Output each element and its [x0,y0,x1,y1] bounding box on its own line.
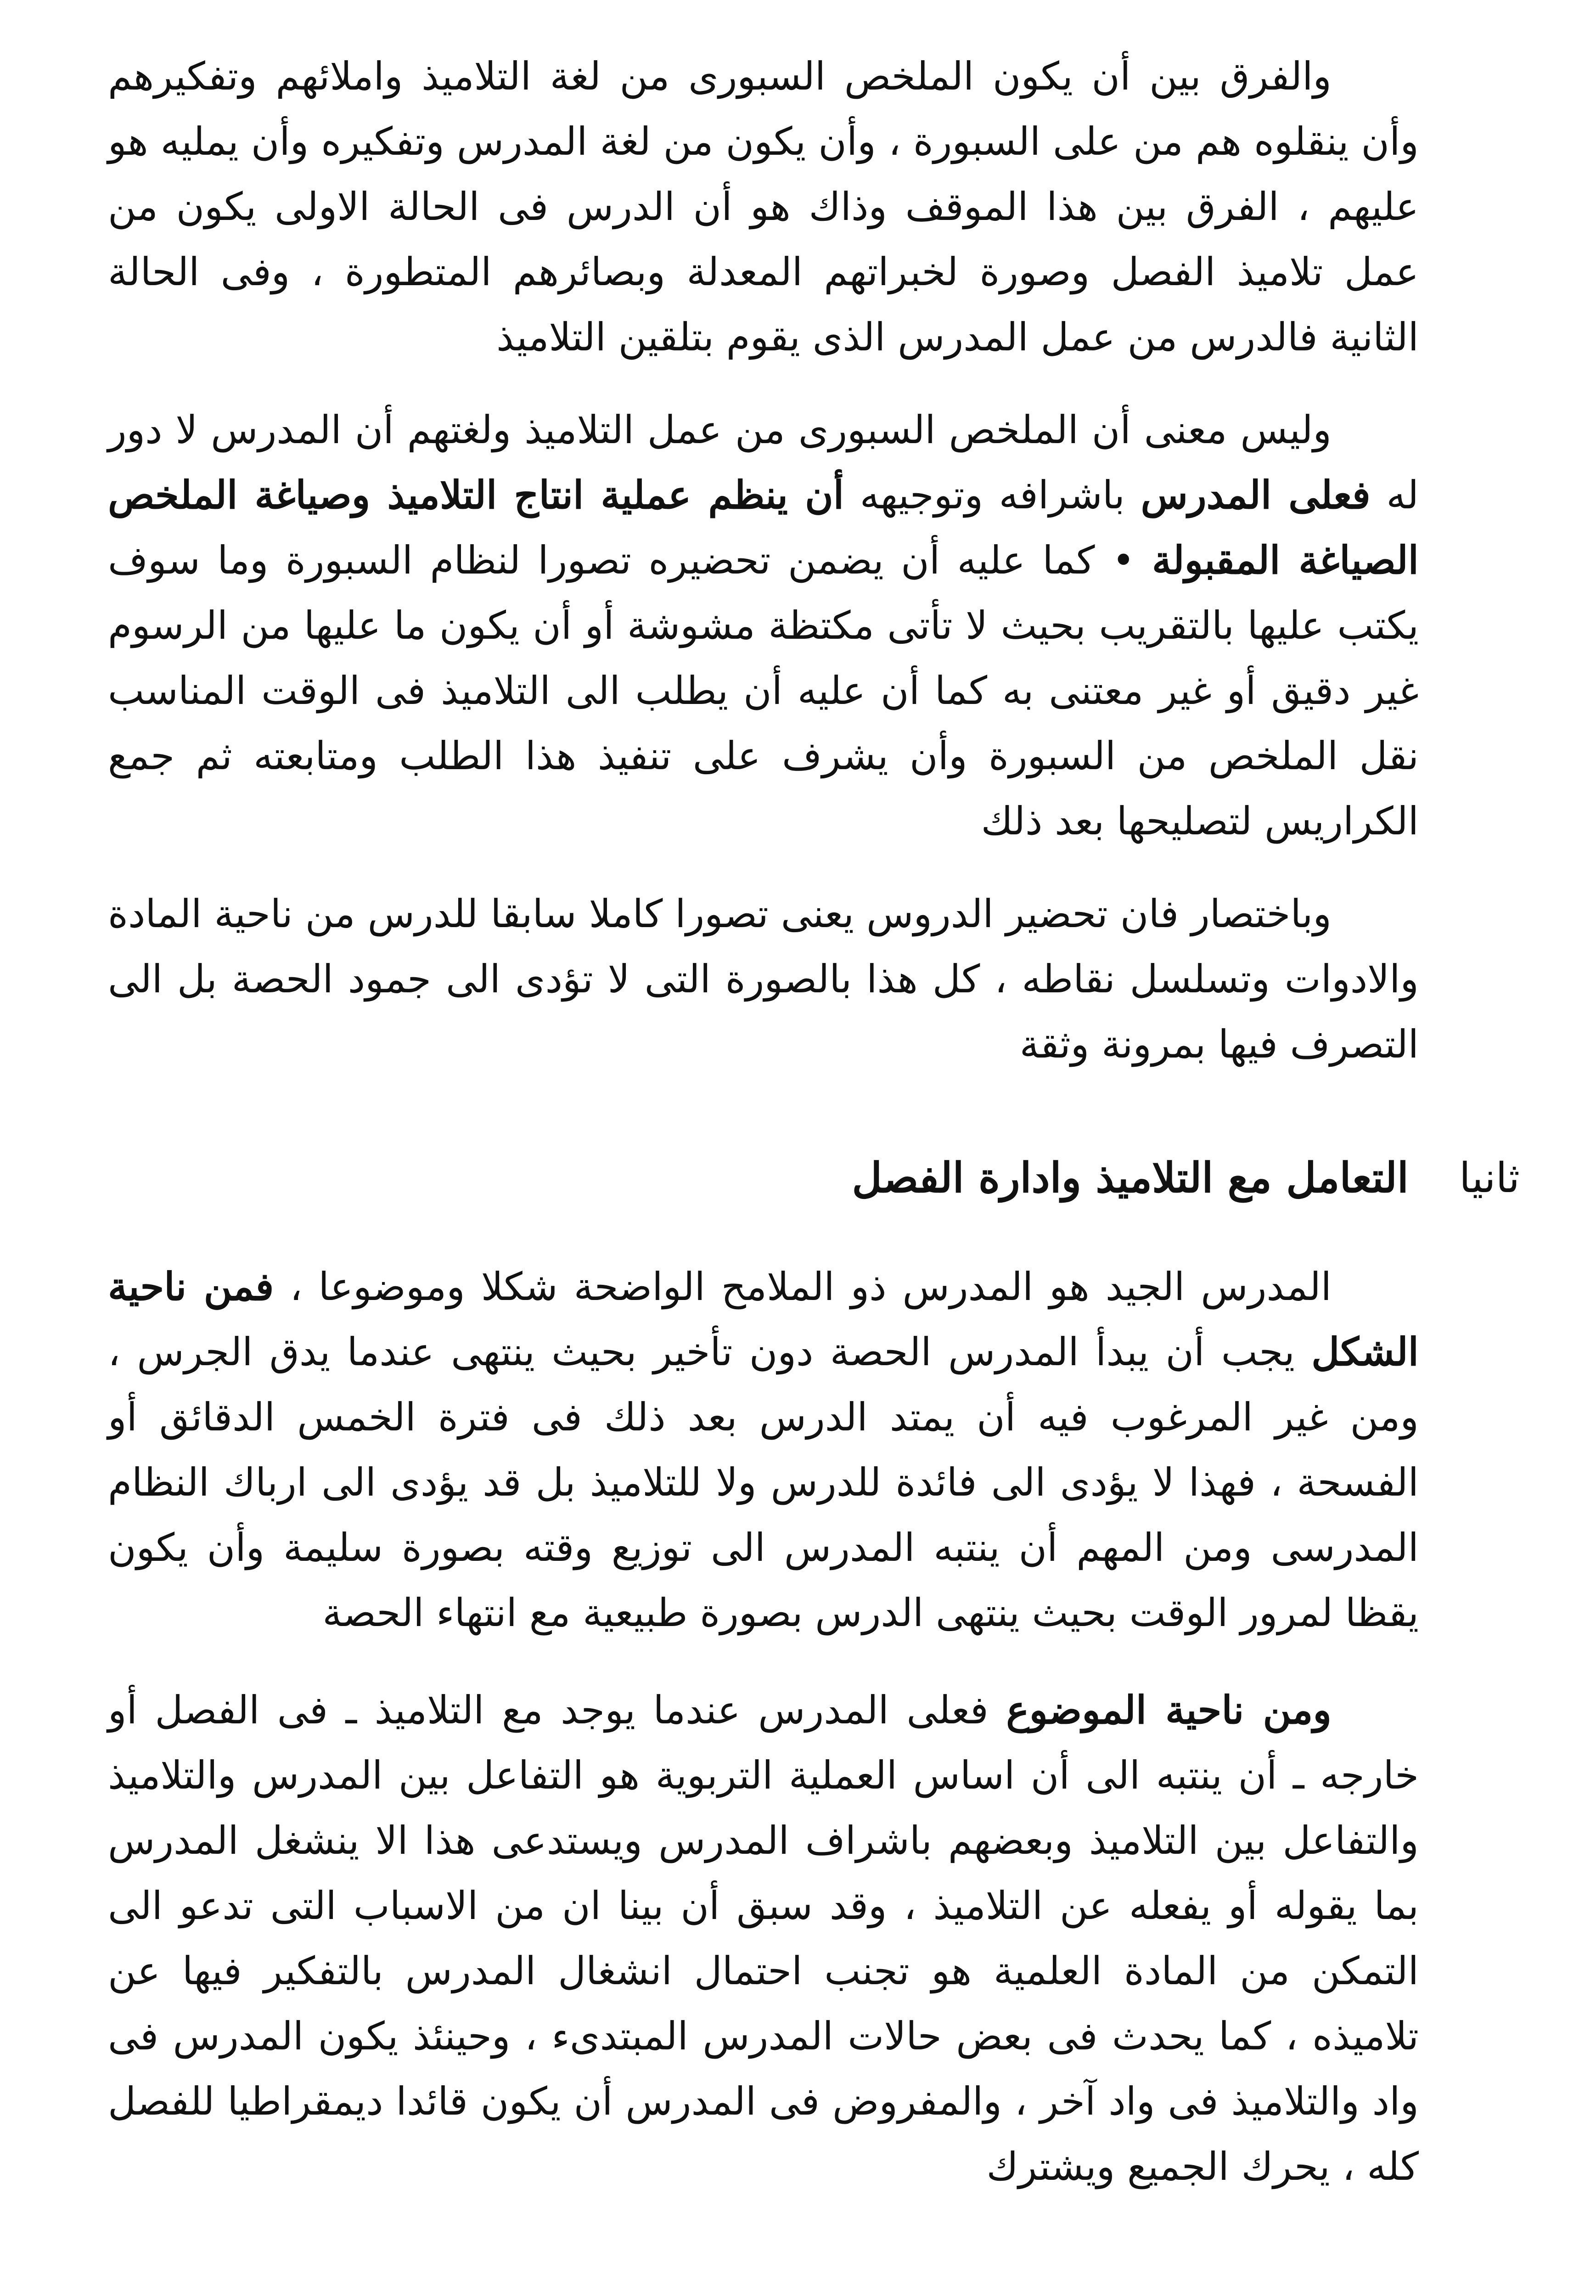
paragraph-text: فعلى المدرس عندما يوجد مع التلاميذ ـ فى الفصل أو خارجه ـ أن ينتبه الى أن اساس العملية التربوية هو التفاعل بين المدرس والتلاميذ والتفاعل بين التلاميذ وبعضهم باشراف المدرس ويستدعى هذا الا ينشغل المدرس بما يقوله أو يفعله عن التلاميذ ، وقد سبق أن بينا ان من الاسباب التى تدعو الى التمكن من المادة العلمية هو تجنب احتمال انشغال المدرس بالتفكير فيها عن تلاميذه ، كما يحدث فى بعض حالات المدرس المبتدىء ، وحينئذ يكون المدرس فى واد والتلاميذ فى واد آخر ، والمفروض فى المدرس أن يكون قائدا ديمقراطيا للفصل كله ، يحرك الجميع ويشترك [108,1688,1419,2189]
paragraph-text: المدرس الجيد هو المدرس ذو الملامح الواضحة شكلا وموضوعا ، [274,1264,1332,1309]
section-title: التعامل مع التلاميذ وادارة الفصل [852,1154,1409,1202]
paragraph-content-aspect [108,1677,1419,2199]
bold-phrase: ومن ناحية الموضوع [1006,1687,1332,1733]
paragraph-text: يجب أن يبدأ المدرس الحصة دون تأخير بحيث ينتهى عندما يدق الجرس ، ومن غير المرغوب فيه أن يمتد الدرس بعد ذلك فى فترة الخمس الدقائق أو الفسحة ، فهذا لا يؤدى الى فائدة للدرس ولا للتلاميذ بل قد يؤدى الى ارباك النظام المدرسى ومن المهم أن ينتبه المدرس الى توزيع وقته بصورة سليمة وأن يكون يقظا لمرور الوقت بحيث ينتهى الدرس بصورة طبيعية مع انتهاء الحصة [108,1329,1419,1635]
paragraph-text: وليس معنى أن الملخص السبورى من عمل التلاميذ ولغتهم أن المدرس لا دور له [108,407,1419,518]
bold-phrase: فعلى المدرس [1141,472,1371,518]
paragraph-text: • كما عليه أن يضمن تحضيره تصورا لنظام السبورة وما سوف يكتب عليها بالتقريب بحيث لا تأتى مكتظة مشوشة أو أن يكون ما عليها من الرسوم غير دقيق أو غير معتنى به كما أن عليه أن يطلب الى التلاميذ فى الوقت المناسب نقل الملخص من السبورة وأن يشرف على تنفيذ هذا الطلب ومتابعته ثم جمع الكراريس لتصليحها بعد ذلك [108,538,1419,844]
bold-phrase: فمن ناحية الشكل [108,1264,1419,1374]
paragraph-text: وباختصار فان تحضير الدروس يعنى تصورا كاملا سابقا للدرس من ناحية المادة والادوات وتسلسل نقاطه ، كل هذا بالصورة التى لا تؤدى الى جمود الحصة بل الى التصرف فيها بمرونة وثقة [108,891,1419,1067]
paragraph-text: والفرق بين أن يكون الملخص السبورى من لغة التلاميذ واملائهم وتفكيرهم وأن ينقلوه هم من على السبورة ، وأن يكون من لغة المدرس وتفكيره وأن يمليه هو عليهم ، الفرق بين هذا الموقف وذاك هو أن الدرس فى الحالة الاولى يكون من عمل تلاميذ الفصل وصورة لخبراتهم المعدلة وبصائرهم المتطورة ، وفى الحالة الثانية فالدرس من عمل المدرس الذى يقوم بتلقين التلاميذ [108,54,1419,360]
paragraph-lesson-preparation [108,881,1419,1077]
paragraph-text: باشرافه وتوجيهه [844,473,1141,518]
book-page [108,44,1520,2296]
section-heading [108,1146,1520,1210]
paragraph-form-aspect [108,1254,1419,1645]
paragraph-summary-difference [108,44,1419,370]
paragraph-teacher-role [108,397,1419,854]
section-number: ثانيا [1459,1154,1520,1202]
bold-phrase: أن ينظم عملية انتاج التلاميذ وصياغة الملخص الصياغة المقبولة [108,472,1419,583]
